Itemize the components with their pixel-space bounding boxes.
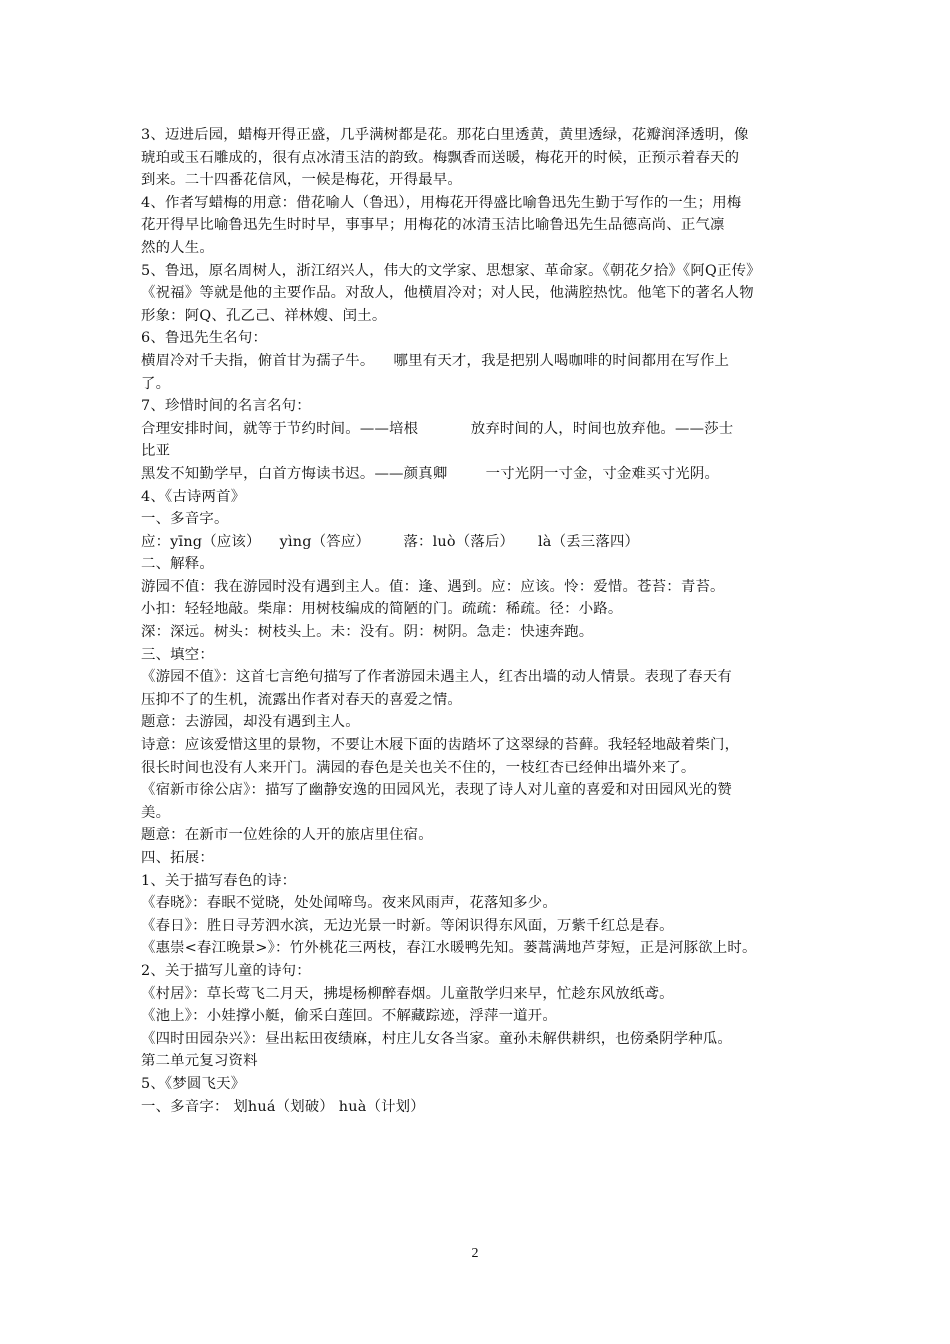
section-heading: 5、《梦圆飞天》 [141,1075,246,1092]
text-line: 美。 [141,804,171,821]
text-line: 了。 [141,375,171,392]
text-line: 《池上》：小娃撑小艇，偷采白莲回。不解藏踪迹，浮萍一道开。 [141,1008,557,1025]
text-line: 一、多音字： 划huá（划破） huà（计划） [141,1098,425,1115]
text-line: 深：深远。树头：树枝头上。未：没有。阴：树阴。急走：快速奔跑。 [141,624,594,641]
text-line: 游园不值：我在游园时没有遇到主人。值：逢、遇到。应：应该。怜：爱惜。苍苔：青苔。 [141,578,725,595]
section-heading: 三、填空： [141,646,214,663]
section-heading: 4、《古诗两首》 [141,488,246,505]
text-line: 《村居》：草长莺飞二月天，拂堤杨柳醉春烟。儿童散学归来早，忙趁东风放纸鸢。 [141,985,674,1002]
text-line: 形象：阿Q、孔乙己、祥林嫂、闰土。 [141,307,387,324]
text-line: 诗意：应该爱惜这里的景物，不要让木屐下面的齿踏坏了这翠绿的苔藓。我轻轻地敲着柴门， [141,737,740,754]
text-line: 《游园不值》：这首七言绝句描写了作者游园未遇主人，红杏出墙的动人情景。表现了春天有 [141,669,733,686]
section-heading: 二、解释。 [141,556,214,573]
text-line: 《惠崇<春江晚景>》：竹外桃花三两枝，春江水暖鸭先知。蒌蒿满地芦芽短，正是河豚欲上时。 [141,940,757,957]
text-line: 横眉冷对千夫指，俯首甘为孺子牛。 哪里有天才，我是把别人喝咖啡的时间都用在写作上 [141,352,730,369]
section-heading: 6、鲁迅先生名句： [141,330,268,347]
text-line: 应：yīng（应该） yìng（答应） 落：luò（落后） là（丢三落四） [141,533,640,550]
text-line: 小扣：轻轻地敲。柴扉：用树枝编成的简陋的门。疏疏：稀疏。径：小路。 [141,601,623,618]
text-line: 然的人生。 [141,239,214,256]
text-line: 琥珀或玉石雕成的，很有点冰清玉洁的韵致。梅飘香而送暖，梅花开的时候，正预示着春天的 [141,149,740,166]
text-line: 4、作者写蜡梅的用意：借花喻人（鲁迅），用梅花开得盛比喻鲁迅先生勤于写作的一生；用梅 [141,194,742,211]
document-body [141,124,811,1118]
text-line: 到来。二十四番花信风，一候是梅花，开得最早。 [141,172,462,189]
text-line: 压抑不了的生机，流露出作者对春天的喜爱之情。 [141,691,462,708]
section-heading: 四、拓展： [141,850,214,866]
text-line: 《春日》：胜日寻芳泗水滨，无边光景一时新。等闲识得东风面，万紫千红总是春。 [141,917,674,934]
section-heading: 1、关于描写春色的诗： [141,872,297,889]
text-line: 比亚 [141,443,171,460]
text-line: 很长时间也没有人来开门。满园的春色是关也关不住的，一枝红杏已经伸出墙外来了。 [141,759,696,776]
text-line: 《祝福》等就是他的主要作品。对敌人，他横眉冷对；对人民，他满腔热忱。他笔下的著名人物 [141,285,754,302]
section-heading: 2、关于描写儿童的诗句： [141,962,311,979]
text-line: 5、鲁迅，原名周树人，浙江绍兴人，伟大的文学家、思想家、革命家。《朝花夕拾》《阿Q正传》 [141,262,761,279]
section-heading: 第二单元复习资料 [141,1053,258,1070]
text-line: 合理安排时间，就等于节约时间。——培根 放弃时间的人，时间也放弃他。——莎士 [141,420,734,437]
text-line: 题意：去游园，却没有遇到主人。 [141,714,360,731]
page-number: 2 [471,1246,479,1261]
text-line: 《四时田园杂兴》：昼出耘田夜绩麻，村庄儿女各当家。童孙未解供耕织，也傍桑阴学种瓜。 [141,1030,733,1047]
text-line: 题意：在新市一位姓徐的人开的旅店里住宿。 [141,827,433,844]
text-line: 《春晓》：春眠不觉晓，处处闻啼鸟。夜来风雨声，花落知多少。 [141,895,557,912]
section-heading: 一、多音字。 [141,511,229,528]
text-line: 3、迈进后园，蜡梅开得正盛，几乎满树都是花。那花白里透黄，黄里透绿，花瓣润泽透明，像 [141,127,749,143]
section-heading: 7、珍惜时间的名言名句： [141,398,311,415]
text-line: 花开得早比喻鲁迅先生时时早，事事早；用梅花的冰清玉洁比喻鲁迅先生品德高尚、正气凛 [141,217,725,234]
text-line: 《宿新市徐公店》：描写了幽静安逸的田园风光，表现了诗人对儿童的喜爱和对田园风光的赞 [141,782,733,799]
text-line: 黑发不知勤学早，白首方悔读书迟。——颜真卿 一寸光阴一寸金，寸金难买寸光阴。 [141,465,720,482]
